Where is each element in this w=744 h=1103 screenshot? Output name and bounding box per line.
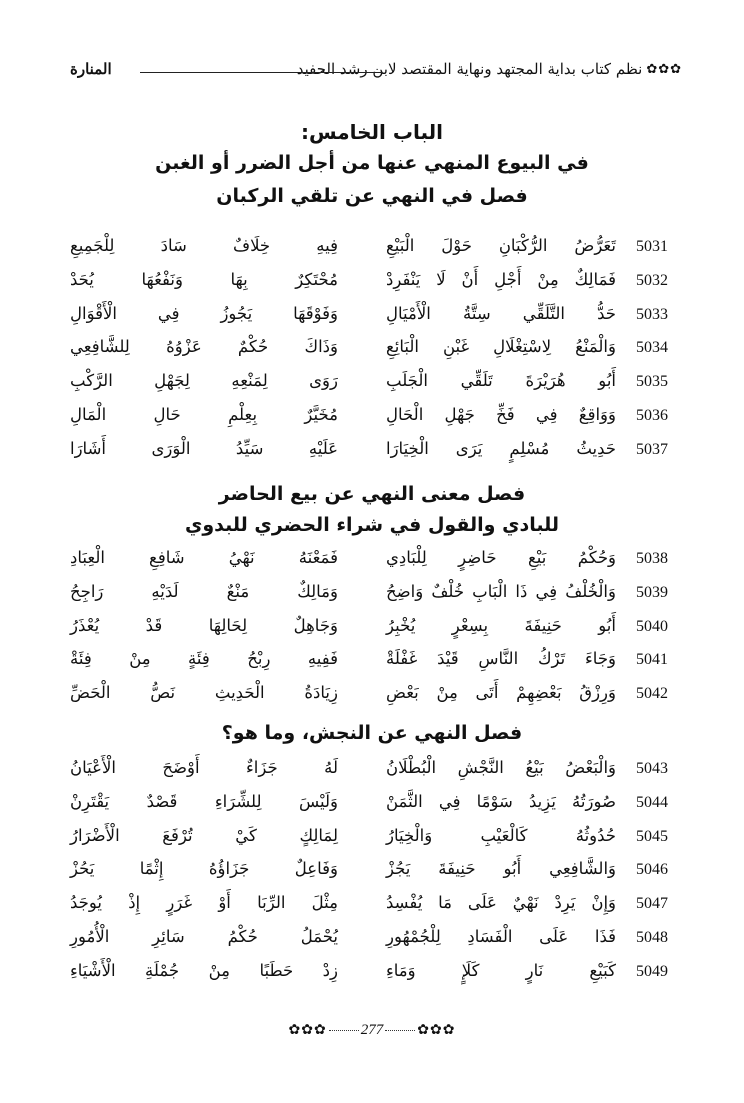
verse-number: 5034: [636, 339, 668, 357]
verse-number: 5037: [636, 440, 668, 458]
verse-line: [70, 437, 682, 471]
verse-number: 5040: [636, 617, 668, 635]
flower-ornament-icon: ✿✿✿: [646, 61, 682, 77]
first-hemistich: حَدُّ التَّلَقِّي سِتَّةُ الْأَمْيَالِ: [386, 303, 616, 323]
page-footer: [0, 1022, 744, 1039]
verse-line: [70, 681, 682, 715]
first-hemistich: فَمَالِكٌ مِنْ أَجْلِ أَنْ لَا يَنْفَرِدْ: [386, 269, 616, 289]
second-hemistich: مِثْلَ الرِّبَا أَوْ غَرَرٍ إِذْ يُوجَدُ: [70, 893, 338, 913]
second-hemistich: وَلَيْسَ لِلشِّرَاءِ قَصْدٌ يَقْتَرِنْ: [70, 791, 338, 811]
second-hemistich: فِيهِ خِلَافٌ سَادَ لِلْجَمِيعِ: [70, 236, 338, 255]
verse-number: 5033: [636, 305, 668, 323]
second-hemistich: رَوَى لِمَنْعِهِ لِجَهْلِ الرَّكْبِ: [70, 371, 338, 391]
verse-number: 5038: [636, 550, 668, 567]
chapter-title: الباب الخامس:: [300, 120, 444, 144]
chapter-subtitle: في البيوع المنهي عنها من أجل الضرر أو الغبن: [155, 152, 589, 174]
verse-line: [70, 335, 682, 369]
first-hemistich: وَالْبَعْضُ بَيْعُ النَّجْشِ الْبُطْلَانُ: [386, 758, 616, 777]
second-hemistich: فَفِيهِ رِبْحُ فِئَةٍ مِنْ فِئَةْ: [70, 649, 338, 669]
verse-number: 5045: [636, 827, 668, 845]
verse-number: 5039: [636, 583, 668, 601]
verse-number: 5046: [636, 861, 668, 879]
second-hemistich: مُحْتَكِرٌ بِهَا وَنَفْعُهَا يُحَدْ: [70, 269, 338, 289]
first-hemistich: حُدُوثُهُ كَالْعَيْبِ وَالْخِيَارُ: [386, 825, 616, 845]
book-title: نظم كتاب بداية المجتهد ونهاية المقتصد لابن رشد الحفيد: [296, 60, 643, 78]
verse-line: [70, 302, 682, 336]
first-hemistich: حَدِيثُ مُسْلِمٍ يَرَى الْخِيَارَا: [386, 438, 616, 458]
verse-number: 5048: [636, 928, 668, 946]
verse-group: [70, 756, 682, 993]
second-hemistich: وَفَوْقَهَا يَجُوزُ فِي الْأَقْوَالِ: [70, 303, 338, 323]
verse-line: [70, 546, 682, 580]
verse-line: [70, 403, 682, 437]
verse-line: [70, 959, 682, 993]
verse-line: [70, 756, 682, 790]
footer-rule: [385, 1030, 415, 1031]
second-hemistich: وَمَالِكٌ مَنْعٌ لَدَيْهِ رَاجِحُ: [70, 581, 338, 601]
first-hemistich: وَإِنْ يَرِدْ نَهْيٌ عَلَى مَا يُفْسِدُ: [386, 893, 616, 913]
footer-rule: [329, 1030, 359, 1031]
header-rule: [140, 72, 382, 73]
verse-line: [70, 268, 682, 302]
verse-number: 5049: [636, 962, 668, 980]
first-hemistich: فَذَا عَلَى الْفَسَادِ لِلْجُمْهُورِ: [386, 926, 616, 946]
flower-ornament-icon: ✿✿✿: [417, 1023, 456, 1038]
verse-line: [70, 824, 682, 858]
verse-line: [70, 891, 682, 925]
verse-number: 5036: [636, 406, 668, 424]
first-hemistich: كَبَيْعِ نَارٍ كَلَإٍ وَمَاءِ: [386, 960, 616, 980]
verse-number: 5041: [636, 651, 668, 669]
verse-number: 5032: [636, 271, 668, 289]
verse-line: [70, 614, 682, 648]
first-hemistich: تَعَرُّضُ الرُّكْبَانِ حَوْلَ الْبَيْعِ: [386, 236, 616, 255]
verse-number: 5043: [636, 760, 668, 777]
second-hemistich: وَجَاهِلٌ لِحَالِهَا قَدْ يُعْذَرُ: [70, 615, 338, 635]
verse-line: [70, 369, 682, 403]
section-title-continued: للبادي والقول في شراء الحضري للبدوي: [184, 514, 560, 536]
first-hemistich: وَوَاقِعٌ فِي فَخِّ جَهْلِ الْحَالِ: [386, 404, 616, 424]
second-hemistich: زِدْ حَطَبًا مِنْ جُمْلَةِ الْأَشْيَاءِ: [70, 960, 338, 980]
verse-number: 5042: [636, 685, 668, 703]
second-hemistich: عَلَيْهِ سَيِّدُ الْوَرَى أَشَارَا: [70, 438, 338, 458]
second-hemistich: وَفَاعِلٌ جَزَاؤُهُ إِثْمًا يَحُزْ: [70, 859, 338, 879]
verse-number: 5031: [636, 238, 668, 255]
second-hemistich: فَمَعْنَهُ نَهْيُ شَافِعِ الْعِبَادِ: [70, 548, 338, 567]
journal-name: المنارة: [70, 60, 112, 78]
section-title: فصل في النهي عن تلقي الركبان: [216, 185, 528, 207]
verse-line: [70, 580, 682, 614]
first-hemistich: وَالْمَنْعُ لِاسْتِغْلَالِ غَبْنِ الْبَائِعِ: [386, 337, 616, 357]
verse-group: [70, 234, 682, 471]
first-hemistich: أَبُو حَنِيفَةَ بِسِعْرٍ يُخْبِرُ: [386, 615, 616, 635]
first-hemistich: وَحُكْمُ بَيْعِ حَاضِرٍ لِلْبَادِي: [386, 548, 616, 567]
verse-line: [70, 647, 682, 681]
verse-number: 5047: [636, 895, 668, 913]
verse-line: [70, 925, 682, 959]
second-hemistich: وَذَاكَ حُكْمٌ عَزْوُهُ لِلشَّافِعِي: [70, 337, 338, 357]
second-hemistich: مُخَيَّرٌ بِعِلْمِ حَالِ الْمَالِ: [70, 404, 338, 424]
verse-line: [70, 857, 682, 891]
first-hemistich: صُورَتُهُ يَزِيدُ سَوْمًا فِي الثَّمَنْ: [386, 791, 616, 811]
verse-line: [70, 234, 682, 268]
running-title: [297, 60, 682, 78]
section-title: فصل النهي عن النجش، وما هو؟: [221, 722, 523, 744]
page-number: 277: [360, 1022, 384, 1038]
first-hemistich: وَالشَّافِعِي أَبُو حَنِيفَةَ يَجُزْ: [386, 859, 616, 879]
first-hemistich: أَبُو هُرَيْرَةَ تَلَقِّي الْجَلَبِ: [386, 371, 616, 391]
verse-number: 5035: [636, 373, 668, 391]
first-hemistich: وَالْخُلْفُ فِي ذَا الْبَابِ خُلْفٌ وَاضِحُ: [386, 581, 616, 601]
second-hemistich: يُحْمَلُ حُكْمُ سَائِرِ الْأُمُورِ: [70, 926, 338, 946]
second-hemistich: زِيَادَةُ الْحَدِيثِ نَصُّ الْحَضِّ: [70, 683, 338, 703]
section-title: فصل معنى النهي عن بيع الحاضر: [218, 483, 526, 505]
second-hemistich: لِمَالِكٍ كَيْ تُرْفَعَ الْأَضْرَارُ: [70, 825, 338, 845]
first-hemistich: وَرِزْقُ بَعْضِهِمْ أَتَى مِنْ بَعْضِ: [386, 683, 616, 703]
flower-ornament-icon: ✿✿✿: [288, 1023, 327, 1038]
verse-line: [70, 790, 682, 824]
verse-group: [70, 546, 682, 715]
second-hemistich: لَهُ جَزَاءٌ أَوْضَحَ الْأَعْيَانُ: [70, 758, 338, 777]
verse-number: 5044: [636, 793, 668, 811]
first-hemistich: وَجَاءَ تَرْكُ النَّاسِ قَيْدَ غَفْلَةْ: [386, 649, 616, 669]
running-header: [70, 56, 682, 90]
